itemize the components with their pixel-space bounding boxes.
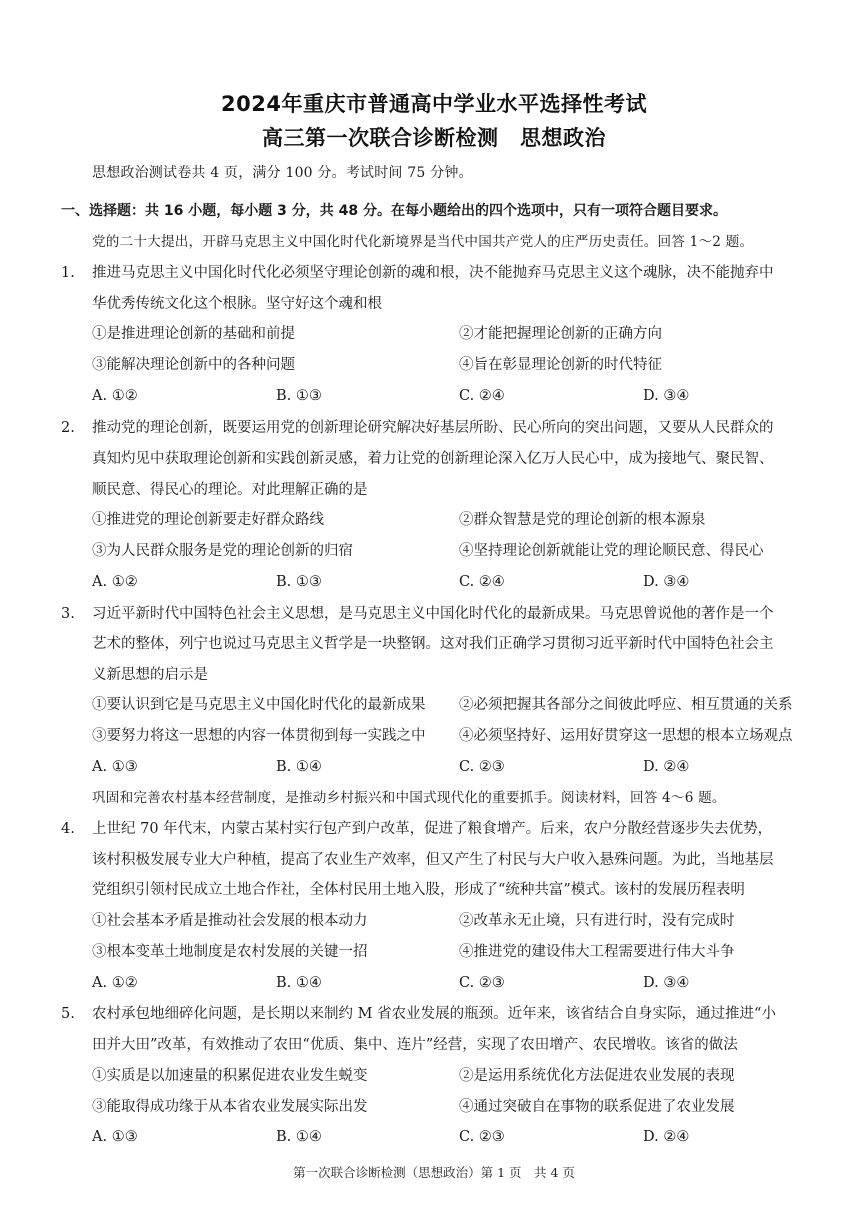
instructions: 思想政治测试卷共 4 页，满分 100 分。考试时间 75 分钟。 — [92, 165, 473, 181]
question-number: 5. — [61, 1006, 75, 1022]
statement-option: ③为人民群众服务是党的理论创新的归宿 — [92, 543, 353, 559]
statement-option: ①要认识到它是马克思主义中国化时代化的最新成果 — [92, 697, 426, 713]
statement-option: ①社会基本矛盾是推动社会发展的根本动力 — [92, 913, 368, 929]
question-stem-line: 义新思想的启示是 — [92, 667, 208, 683]
answer-choice-b: B. ①④ — [276, 759, 322, 775]
material-intro-1: 党的二十大提出，开辟马克思主义中国化时代化新境界是当代中国共产党人的庄严历史责任。回答 1～2 题。 — [92, 234, 754, 250]
question-number: 4. — [61, 821, 75, 837]
statement-option: ②是运用系统优化方法促进农业发展的表现 — [459, 1068, 735, 1084]
exam-title: 2024年重庆市普通高中学业水平选择性考试 — [221, 92, 647, 116]
question-stem-line: 田并大田”改革，有效推动了农田“优质、集中、连片”经营，实现了农田增产、农民增收。该省的做法 — [92, 1037, 738, 1053]
statement-option: ①是推进理论创新的基础和前提 — [92, 326, 295, 342]
statement-option: ②群众智慧是党的理论创新的根本源泉 — [459, 512, 706, 528]
answer-choice-c: C. ②③ — [459, 759, 505, 775]
statement-option: ①推进党的理论创新要走好群众路线 — [92, 512, 324, 528]
statement-option: ③根本变革土地制度是农村发展的关键一招 — [92, 944, 368, 960]
answer-choice-a: A. ①② — [92, 574, 138, 590]
answer-choice-c: C. ②③ — [459, 1129, 505, 1145]
statement-option: ②必须把握其各部分之间彼此呼应、相互贯通的关系 — [459, 697, 793, 713]
statement-option: ④通过突破自在事物的联系促进了农业发展 — [459, 1099, 735, 1115]
answer-choice-c: C. ②④ — [459, 388, 505, 404]
statement-option: ③要努力将这一思想的内容一体贯彻到每一实践之中 — [92, 728, 426, 744]
question-number: 2. — [61, 420, 75, 436]
statement-option: ④旨在彰显理论创新的时代特征 — [459, 357, 662, 373]
question-stem-line: 习近平新时代中国特色社会主义思想，是马克思主义中国化时代化的最新成果。马克思曾说他的著作是一个 — [92, 606, 774, 622]
statement-option: ②改革永无止境，只有进行时，没有完成时 — [459, 913, 735, 929]
statement-option: ②才能把握理论创新的正确方向 — [459, 326, 662, 342]
answer-choice-a: A. ①③ — [92, 759, 138, 775]
statement-option: ③能取得成功缘于从本省农业发展实际出发 — [92, 1099, 368, 1115]
statement-option: ①实质是以加速量的积累促进农业发生蜕变 — [92, 1068, 368, 1084]
question-stem-line: 该村积极发展专业大户种植，提高了农业生产效率，但又产生了村民与大户收入悬殊问题。为此，当地基层 — [92, 852, 774, 868]
question-stem-line: 党组织引领村民成立土地合作社，全体村民用土地入股，形成了“统种共富”模式。该村的发展历程表明 — [92, 882, 745, 898]
answer-choice-a: A. ①② — [92, 388, 138, 404]
answer-choice-d: D. ③④ — [643, 574, 690, 590]
page-footer: 第一次联合诊断检测（思想政治）第 1 页 共 4 页 — [293, 1165, 575, 1180]
answer-choice-b: B. ①③ — [276, 388, 322, 404]
material-intro-2: 巩固和完善农村基本经营制度，是推动乡村振兴和中国式现代化的重要抓手。阅读材料，回答 4～6 题。 — [92, 790, 726, 806]
answer-choice-d: D. ③④ — [643, 388, 690, 404]
question-stem-line: 农村承包地细碎化问题，是长期以来制约 M 省农业发展的瓶颈。近年来，该省结合自身实际，通过推进“小 — [92, 1006, 776, 1022]
question-stem-line: 顺民意、得民心的理论。对此理解正确的是 — [92, 482, 368, 498]
answer-choice-b: B. ①④ — [276, 1129, 322, 1145]
answer-choice-c: C. ②③ — [459, 975, 505, 991]
statement-option: ④推进党的建设伟大工程需要进行伟大斗争 — [459, 944, 735, 960]
statement-option: ④必须坚持好、运用好贯穿这一思想的根本立场观点 — [459, 728, 793, 744]
question-number: 1. — [61, 265, 75, 281]
answer-choice-d: D. ②④ — [643, 759, 690, 775]
question-number: 3. — [61, 606, 75, 622]
question-stem-line: 推进马克思主义中国化时代化必须坚守理论创新的魂和根，决不能抛弃马克思主义这个魂脉，决不能抛弃中 — [92, 265, 774, 281]
question-stem-line: 艺术的整体，列宁也说过马克思主义哲学是一块整钢。这对我们正确学习贯彻习近平新时代中国特色社会主 — [92, 636, 774, 652]
statement-option: ④坚持理论创新就能让党的理论顺民意、得民心 — [459, 543, 764, 559]
question-stem-line: 真知灼见中获取理论创新和实践创新灵感，着力让党的创新理论深入亿万人民心中，成为接地气、聚民智、 — [92, 451, 774, 467]
answer-choice-d: D. ③④ — [643, 975, 690, 991]
question-stem-line: 上世纪 70 年代末，内蒙古某村实行包产到户改革，促进了粮食增产。后来，农户分散经营逐步失去优势， — [92, 821, 773, 837]
answer-choice-a: A. ①② — [92, 975, 138, 991]
section-heading: 一、选择题：共 16 小题，每小题 3 分，共 48 分。在每小题给出的四个选项中，只有一项符合题目要求。 — [61, 203, 727, 219]
answer-choice-b: B. ①④ — [276, 975, 322, 991]
answer-choice-a: A. ①③ — [92, 1129, 138, 1145]
exam-subtitle: 高三第一次联合诊断检测 思想政治 — [262, 126, 606, 150]
question-stem-line: 推动党的理论创新，既要运用党的创新理论研究解决好基层所盼、民心所向的突出问题，又要从人民群众的 — [92, 420, 774, 436]
answer-choice-c: C. ②④ — [459, 574, 505, 590]
answer-choice-d: D. ②④ — [643, 1129, 690, 1145]
statement-option: ③能解决理论创新中的各种问题 — [92, 357, 295, 373]
question-stem-line: 华优秀传统文化这个根脉。坚守好这个魂和根 — [92, 296, 382, 312]
answer-choice-b: B. ①③ — [276, 574, 322, 590]
